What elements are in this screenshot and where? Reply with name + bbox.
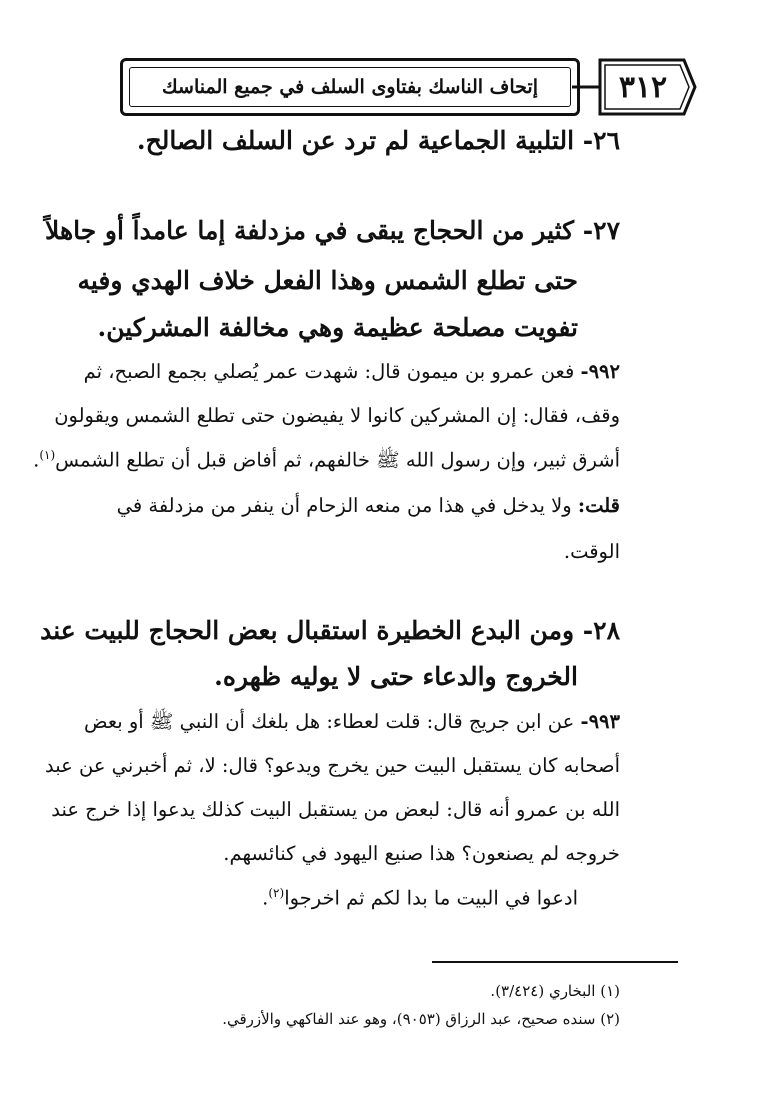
page-number: ٣١٢ xyxy=(618,69,668,105)
paragraph-992-line3-text: أشرق ثبير، وإن رسول الله ﷺ خالفهم، ثم أفاض قبل أن تطلع الشمس xyxy=(55,448,620,472)
heading-27-line2: حتى تطلع الشمس وهذا الفعل خلاف الهدي وفيه xyxy=(77,266,578,295)
paragraph-993-line3: الله بن عمرو أنه قال: لبعض من يستقبل البيت كذلك يدعوا إذا خرج عند xyxy=(51,798,620,821)
footnote-1: (١) البخاري (٣/٤٢٤). xyxy=(490,982,620,1000)
paragraph-993-line2: أصحابه كان يستقبل البيت حين يخرج ويدعو؟ قال: لا، ثم أخبرني عن عبد xyxy=(45,754,620,777)
paragraph-993-line1 xyxy=(84,710,620,738)
footnote-2: (٢) سنده صحيح، عبد الرزاق (٩٠٥٣)، وهو عند الفاكهي والأزرقي. xyxy=(222,1010,620,1028)
paragraph-993-line4: خروجه لم يصنعون؟ هذا صنيع اليهود في كنائسهم. xyxy=(223,842,620,865)
paragraph-992-end: . xyxy=(33,448,40,472)
comment-line2: الوقت. xyxy=(563,540,620,563)
heading-27-line1: ٢٧- كثير من الحجاج يبقى في مزدلفة إما عامداً أو جاهلاً xyxy=(45,216,620,245)
paragraph-993-text: عن ابن جريج قال: قلت لعطاء: هل بلغك أن النبي ﷺ أو بعض xyxy=(83,710,575,733)
paragraph-992-line3 xyxy=(33,448,620,477)
comment-label: قلت: xyxy=(577,494,620,517)
header-title: إتحاف الناسك بفتاوى السلف في جميع المناسك xyxy=(129,67,571,107)
paragraph-992-number: ٩٩٢- xyxy=(580,360,620,383)
comment-line1 xyxy=(117,494,620,517)
header-title-frame xyxy=(120,58,580,116)
paragraph-993-end: . xyxy=(262,886,269,910)
page-header xyxy=(120,58,695,118)
footnote-ref-1: (١) xyxy=(39,448,56,462)
paragraph-992-text: فعن عمرو بن ميمون قال: شهدت عمر يُصلي بجمع الصبح، ثم xyxy=(83,360,575,383)
heading-26: ٢٦- التلبية الجماعية لم ترد عن السلف الصالح. xyxy=(136,126,620,155)
paragraph-992-line1 xyxy=(84,360,620,383)
comment-text: ولا يدخل في هذا من منعه الزحام أن ينفر من مزدلفة في xyxy=(116,494,572,517)
paragraph-992-line2: وقف، فقال: إن المشركين كانوا لا يفيضون حتى تطلع الشمس ويقولون xyxy=(54,404,620,427)
paragraph-993-line5 xyxy=(262,886,578,910)
footnote-divider xyxy=(432,961,678,963)
footnote-ref-2: (٢) xyxy=(268,886,285,900)
heading-28-line2: الخروج والدعاء حتى لا يوليه ظهره. xyxy=(214,662,578,691)
paragraph-993-line5-text: ادعوا في البيت ما بدا لكم ثم اخرجوا xyxy=(284,886,578,910)
heading-28-line1: ٢٨- ومن البدع الخطيرة استقبال بعض الحجاج للبيت عند xyxy=(40,616,620,645)
paragraph-993-number: ٩٩٣- xyxy=(580,710,620,733)
heading-27-line3: تفويت مصلحة عظيمة وهي مخالفة المشركين. xyxy=(97,313,578,342)
